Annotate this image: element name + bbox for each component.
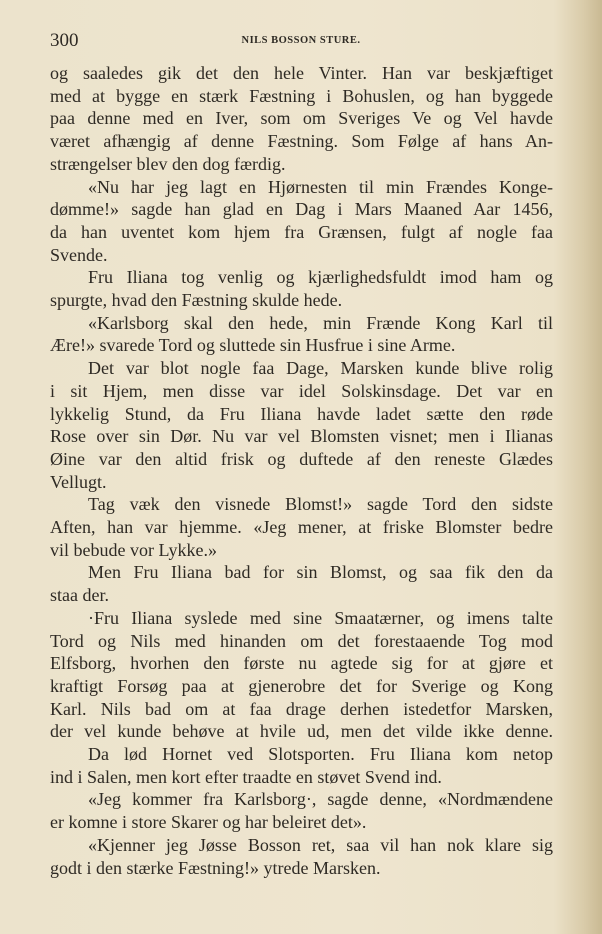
text-line: Elfsborg, hvorhen den første nu agtede sig for at gjøre et bbox=[50, 653, 553, 674]
text-line: og saaledes gik det den hele Vinter. Han var beskjæftiget bbox=[50, 63, 553, 83]
text-line: strængelser blev den dog færdig. bbox=[50, 153, 286, 174]
text-line: «Karlsborg skal den hede, min Frænde Kong Karl til bbox=[88, 312, 553, 333]
text-line: spurgte, hvad den Fæstning skulde hede. bbox=[50, 290, 343, 310]
text-line: ·Fru Iliana syslede med sine Smaatærner, og imens talte bbox=[88, 607, 553, 628]
text-line: i sit Hjem, men disse var idel Solskinsdage. Det var en bbox=[50, 380, 553, 401]
text-line: Karl. Nils bad om at faa drage derhen istedetfor Marsken, bbox=[50, 698, 553, 719]
text-line: Da lød Hornet ved Slotsporten. Fru Iliana kom netop bbox=[88, 744, 553, 764]
text-line: Rose over sin Dør. Nu var vel Blomsten visnet; men i Ilianas bbox=[50, 426, 553, 447]
text-line: godt i den stærke Fæstning!» ytrede Marsken. bbox=[50, 857, 381, 878]
text-line: vil bebude vor Lykke.» bbox=[50, 539, 217, 560]
running-title: NILS BOSSON STURE. bbox=[241, 35, 361, 46]
text-line: Øine var den altid frisk og duftede af den reneste Glædes bbox=[50, 448, 553, 469]
page-number: 300 bbox=[50, 30, 79, 51]
text-line: Men Fru Iliana bad for sin Blomst, og saa fik den da bbox=[88, 562, 553, 583]
text-line: lykkelig Stund, da Fru Iliana havde ladet sætte den røde bbox=[50, 403, 553, 424]
text-line: paa denne med en Iver, som om Sveriges Ve og Vel havde bbox=[50, 108, 553, 129]
text-line: Fru Iliana tog venlig og kjærlighedsfuldt imod ham og bbox=[88, 267, 553, 288]
text-line: Ære!» svarede Tord og sluttede sin Husfrue i sine Arme. bbox=[50, 335, 456, 356]
text-line: ind i Salen, men kort efter traadte en støvet Svend ind. bbox=[50, 766, 442, 787]
text-line: været afhængig af denne Fæstning. Som Følge af hans An- bbox=[50, 131, 553, 152]
text-line: Svende. bbox=[50, 244, 108, 265]
text-line: dømme!» sagde han glad en Dag i Mars Maaned Aar 1456, bbox=[50, 199, 553, 220]
text-line: med at bygge en stærk Fæstning i Bohuslen, og han byggede bbox=[50, 85, 553, 106]
text-line: staa der. bbox=[50, 585, 109, 606]
text-line: kraftigt Forsøg paa at gjenerobre det for Sverige og Kong bbox=[50, 675, 553, 696]
text-line: der vel kunde behøve at hvile ud, men det vilde ikke denne. bbox=[50, 721, 553, 742]
text-line: Tord og Nils med hinanden om det forestaaende Tog mod bbox=[50, 630, 553, 651]
text-line: Tag væk den visnede Blomst!» sagde Tord den sidste bbox=[88, 494, 553, 515]
text-line: Vellugt. bbox=[50, 471, 107, 492]
text-line: Det var blot nogle faa Dage, Marsken kunde blive rolig bbox=[88, 358, 553, 379]
text-line: er komne i store Skarer og har beleiret det». bbox=[50, 812, 367, 833]
text-line: «Nu har jeg lagt en Hjørnesten til min Frændes Konge- bbox=[88, 176, 553, 197]
text-line: «Kjenner jeg Jøsse Bosson ret, saa vil han nok klare sig bbox=[88, 834, 553, 855]
text-line: «Jeg kommer fra Karlsborg·, sagde denne, «Nordmændene bbox=[88, 789, 553, 810]
text-line: Aften, han var hjemme. «Jeg mener, at friske Blomster bedre bbox=[50, 517, 553, 537]
text-line: da han uventet kom hjem fra Grænsen, fulgt af nogle faa bbox=[50, 221, 553, 242]
